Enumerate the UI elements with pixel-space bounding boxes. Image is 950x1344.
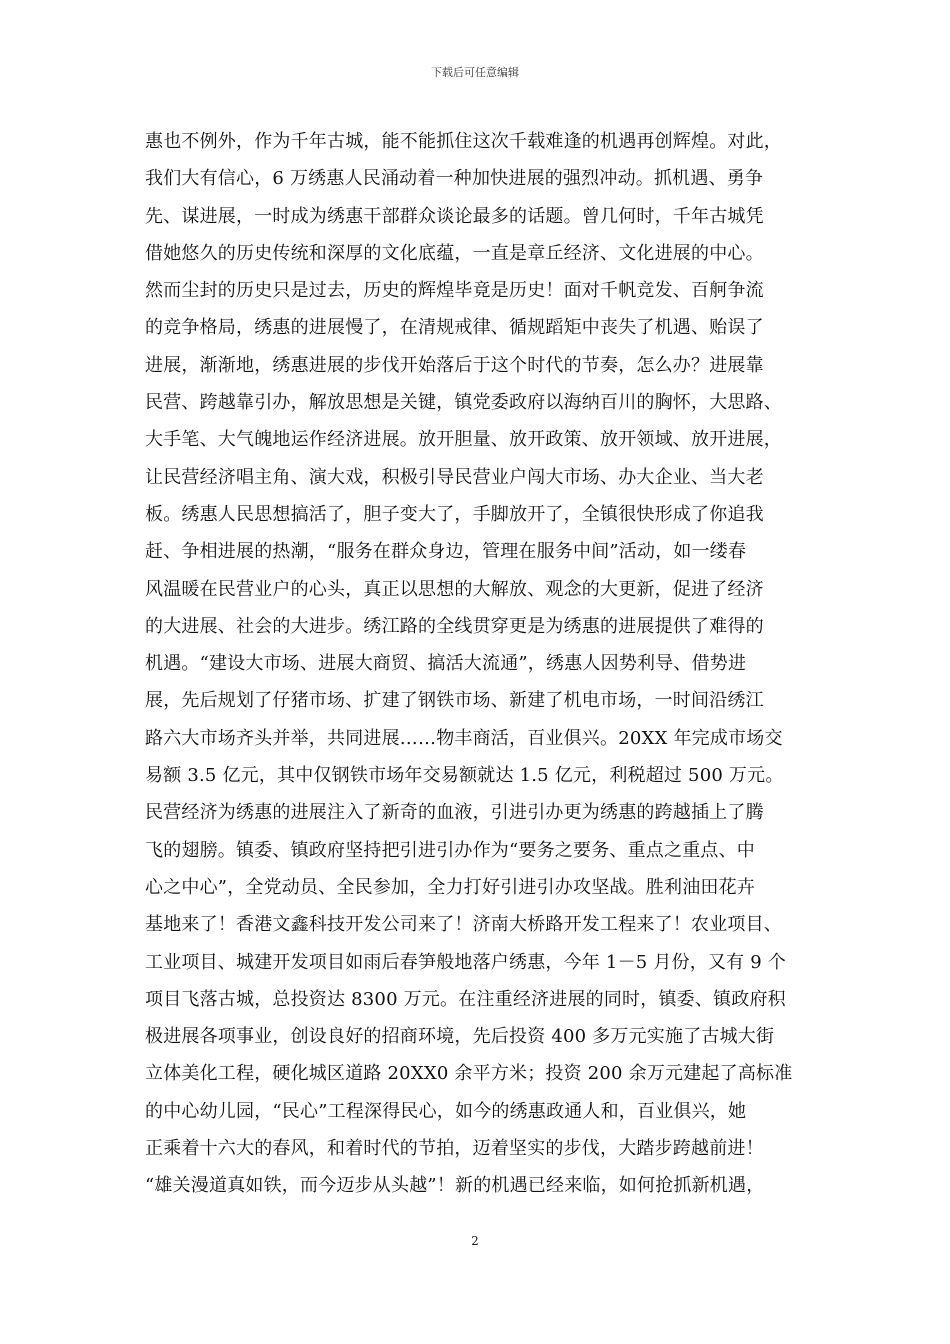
text-line: 赶、争相进展的热潮，“服务在群众身边，管理在服务中间”活动，如一缕春 <box>145 541 747 563</box>
text-line: 项目飞落古城，总投资达 8300 万元。在注重经济进展的同时，镇委、镇政府积 <box>145 988 786 1010</box>
text-line: 借她悠久的历史传统和深厚的文化底蕴，一直是章丘经济、文化进展的中心。 <box>145 242 764 264</box>
text-line: 板。绣惠人民思想搞活了，胆子变大了，手脚放开了，全镇很快形成了你追我 <box>145 503 764 525</box>
text-line: 的大进展、社会的大进步。绣江路的全线贯穿更是为绣惠的进展提供了难得的 <box>145 615 764 637</box>
text-line: 工业项目、城建开发项目如雨后春笋般地落户绣惠，今年 1－5 月份，又有 9 个 <box>145 951 787 973</box>
text-line: 民营、跨越靠引办，解放思想是关键，镇党委政府以海纳百川的胸怀，大思路、 <box>145 392 782 414</box>
text-line: 飞的翅膀。镇委、镇政府坚持把引进引办作为“要务之要务、重点之重点、中 <box>145 839 755 861</box>
text-line: 先、谋进展，一时成为绣惠干部群众谈论最多的话题。曾几何时，千年古城凭 <box>145 205 764 227</box>
text-line: 我们大有信心，6 万绣惠人民涌动着一种加快进展的强烈冲动。抓机遇、勇争 <box>145 168 764 190</box>
text-line: 的中心幼儿园，“民心”工程深得民心，如今的绣惠政通人和，百业俱兴，她 <box>145 1100 747 1122</box>
text-line: “雄关漫道真如铁，而今迈步从头越”！新的机遇已经来临，如何抢抓新机遇， <box>145 1175 765 1197</box>
text-line: 民营经济为绣惠的进展注入了新奇的血液，引进引办更为绣惠的跨越插上了腾 <box>145 802 764 824</box>
text-line: 惠也不例外，作为千年古城，能不能抓住这次千载难逢的机遇再创辉煌。对此， <box>145 131 782 152</box>
text-line: 机遇。“建设大市场、进展大商贸、搞活大流通”，绣惠人因势利导、借势进 <box>145 653 747 675</box>
text-line: 正乘着十六大的春风，和着时代的节拍，迈着坚实的步伐，大踏步跨越前进！ <box>145 1138 764 1160</box>
page-number: 2 <box>471 1234 479 1248</box>
text-line: 的竞争格局，绣惠的进展慢了，在清规戒律、循规蹈矩中丧失了机遇、贻误了 <box>145 317 764 339</box>
text-line: 易额 3.5 亿元，其中仅钢铁市场年交易额就达 1.5 亿元，利税超过 500 万元。 <box>145 765 784 787</box>
body-text <box>145 123 825 1205</box>
text-line: 大手笔、大气魄地运作经济进展。放开胆量、放开政策、放开领域、放开进展， <box>145 429 782 451</box>
page-header-note: 下载后可任意编辑 <box>431 66 519 79</box>
text-line: 基地来了！香港文鑫科技开发公司来了！济南大桥路开发工程来了！农业项目、 <box>145 914 782 936</box>
text-line: 展，先后规划了仔猪市场、扩建了钢铁市场、新建了机电市场，一时间沿绣江 <box>145 690 764 712</box>
text-line: 然而尘封的历史只是过去，历史的辉煌毕竟是历史！面对千帆竞发、百舸争流 <box>145 280 764 302</box>
text-line: 路六大市场齐头并举，共同进展……物丰商活，百业俱兴。20XX 年完成市场交 <box>145 727 783 749</box>
text-line: 极进展各项事业，创设良好的招商环境，先后投资 400 多万元实施了古城大街 <box>145 1026 775 1048</box>
text-line: 心之中心”，全党动员、全民参加，全力打好引进引办攻坚战。胜利油田花卉 <box>145 876 755 898</box>
text-line: 让民营经济唱主角、演大戏，积极引导民营业户闯大市场、办大企业、当大老 <box>145 466 764 488</box>
text-line: 风温暖在民营业户的心头，真正以思想的大解放、观念的大更新，促进了经济 <box>145 578 764 600</box>
text-line: 进展，渐渐地，绣惠进展的步伐开始落后于这个时代的节奏，怎么办？进展靠 <box>145 354 764 376</box>
text-line: 立体美化工程，硬化城区道路 20XX0 余平方米；投资 200 余万元建起了高标准 <box>145 1063 793 1085</box>
